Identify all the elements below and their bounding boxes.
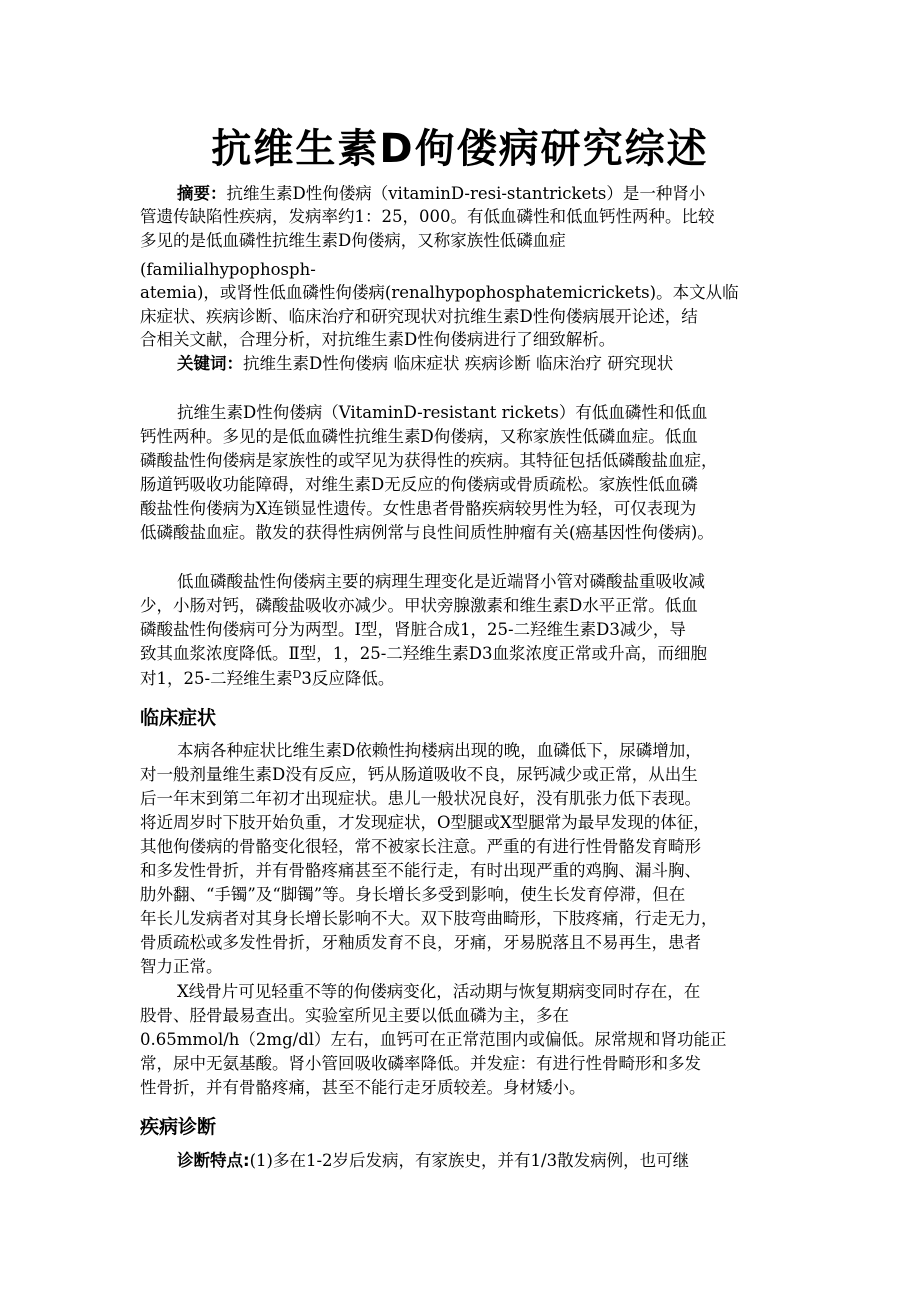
section-heading-diagnosis: 疾病诊断 xyxy=(140,1116,217,1138)
body-line: 致其血浆浓度降低。Ⅱ型，1，25-二羟维生素D3血浆浓度正常或升高，而细胞 xyxy=(140,644,708,663)
abstract-line: 摘要：抗维生素D性佝偻病（vitaminD-resi-stantrickets）是一种肾小 xyxy=(177,184,706,203)
abstract-line: atemia)，或肾性低血磷性佝偻病(renalhypophosphatemicrickets)。本文从临 xyxy=(140,283,739,302)
abstract-line: 多见的是低血磷性抗维生素D佝偻病，又称家族性低磷血症 xyxy=(140,231,566,250)
body-line: 年长儿发病者对其身长增长影响不大。双下肢弯曲畸形，下肢疼痛，行走无力， xyxy=(140,909,718,928)
abstract-label: 摘要： xyxy=(177,184,227,203)
section-heading-clinical: 临床症状 xyxy=(140,707,217,729)
body-line: 其他佝偻病的骨骼变化很轻，常不被家长注意。严重的有进行性骨骼发育畸形 xyxy=(140,837,701,856)
body-line: X线骨片可见轻重不等的佝偻病变化，活动期与恢复期病变同时存在，在 xyxy=(177,982,701,1001)
body-line: 低血磷酸盐性佝偻病主要的病理生理变化是近端肾小管对磷酸盐重吸收减 xyxy=(177,572,705,591)
body-line: 诊断特点:(1)多在1-2岁后发病，有家族史，并有1/3散发病例，也可继 xyxy=(177,1151,690,1170)
body-line: 0.65mmol/h（2mg/dl）左右，血钙可在正常范围内或偏低。尿常规和肾功能正 xyxy=(140,1030,727,1049)
body-line: 将近周岁时下肢开始负重，才发现症状，O型腿或X型腿常为最早发现的体征， xyxy=(140,813,710,832)
body-line: 肠道钙吸收功能障碍，对维生素D无反应的佝偻病或骨质疏松。家族性低血磷 xyxy=(140,475,698,494)
document-title: 抗维生素D佝偻病研究综述 xyxy=(211,126,709,172)
abstract-line: 管遗传缺陷性疾病，发病率约1：25，000。有低血磷性和低血钙性两种。比较 xyxy=(140,207,715,226)
superscript: D xyxy=(292,668,302,681)
body-line: 磷酸盐性佝偻病是家族性的或罕见为获得性的疾病。其特征包括低磷酸盐血症， xyxy=(140,451,718,470)
body-line: 骨质疏松或多发性骨折，牙釉质发育不良，牙痛，牙易脱落且不易再生，患者 xyxy=(140,933,701,952)
keywords-label: 关键词： xyxy=(177,354,243,373)
body-line: 钙性两种。多见的是低血磷性抗维生素D佝偻病，又称家族性低磷血症。低血 xyxy=(140,427,698,446)
diagnosis-label: 诊断特点: xyxy=(177,1151,250,1170)
body-line: 和多发性骨折，并有骨骼疼痛甚至不能行走，有时出现严重的鸡胸、漏斗胸、 xyxy=(140,861,701,880)
body-line: 酸盐性佝偻病为X连锁显性遗传。女性患者骨骼疾病较男性为轻，可仅表现为 xyxy=(140,499,697,518)
body-line: 股骨、胫骨最易查出。实验室所见主要以低血磷为主，多在 xyxy=(140,1006,569,1025)
body-line: 对1，25-二羟维生素$^D$3反应降低。 xyxy=(140,668,395,688)
body-line: 少，小肠对钙，磷酸盐吸收亦减少。甲状旁腺激素和维生素D水平正常。低血 xyxy=(140,596,698,615)
body-line: 性骨折，并有骨骼疼痛，甚至不能行走牙质较差。身材矮小。 xyxy=(140,1078,586,1097)
body-line: 肋外翻、“手镯”及“脚镯”等。身长增长多受到影响，使生长发育停滞，但在 xyxy=(140,885,686,904)
keywords-line xyxy=(177,353,673,375)
body-line: 对一般剂量维生素D没有反应，钙从肠道吸收不良，尿钙减少或正常，从出生 xyxy=(140,765,698,784)
body-line: 智力正常。 xyxy=(140,957,223,976)
body-line: 磷酸盐性佝偻病可分为两型。Ⅰ型，肾脏合成1，25-二羟维生素D3减少，导 xyxy=(140,620,686,639)
body-line: 常，尿中无氨基酸。肾小管回吸收磷率降低。并发症：有进行性骨畸形和多发 xyxy=(140,1054,701,1073)
body-line: 本病各种症状比维生素D依赖性拘楼病出现的晚，血磷低下，尿磷增加， xyxy=(177,741,702,760)
body-line: 后一年末到第二年初才出现症状。患儿一般状况良好，没有肌张力低下表现。 xyxy=(140,789,701,808)
abstract-line: 合相关文献，合理分析，对抗维生素D性佝偻病进行了细致解析。 xyxy=(140,330,616,349)
keywords-text: 抗维生素D性佝偻病 临床症状 疾病诊断 临床治疗 研究现状 xyxy=(243,354,674,373)
abstract-line: 床症状、疾病诊断、临床治疗和研究现状对抗维生素D性佝偻病展开论述，结 xyxy=(140,307,698,326)
body-line: 抗维生素D性佝偻病（VitaminD-resistant rickets）有低血磷性和低血 xyxy=(177,403,708,422)
abstract-line: (familialhypophosph- xyxy=(140,260,316,279)
body-line: 低磷酸盐血症。散发的获得性病例常与良性间质性肿瘤有关(癌基因性佝偻病)。 xyxy=(140,523,714,542)
